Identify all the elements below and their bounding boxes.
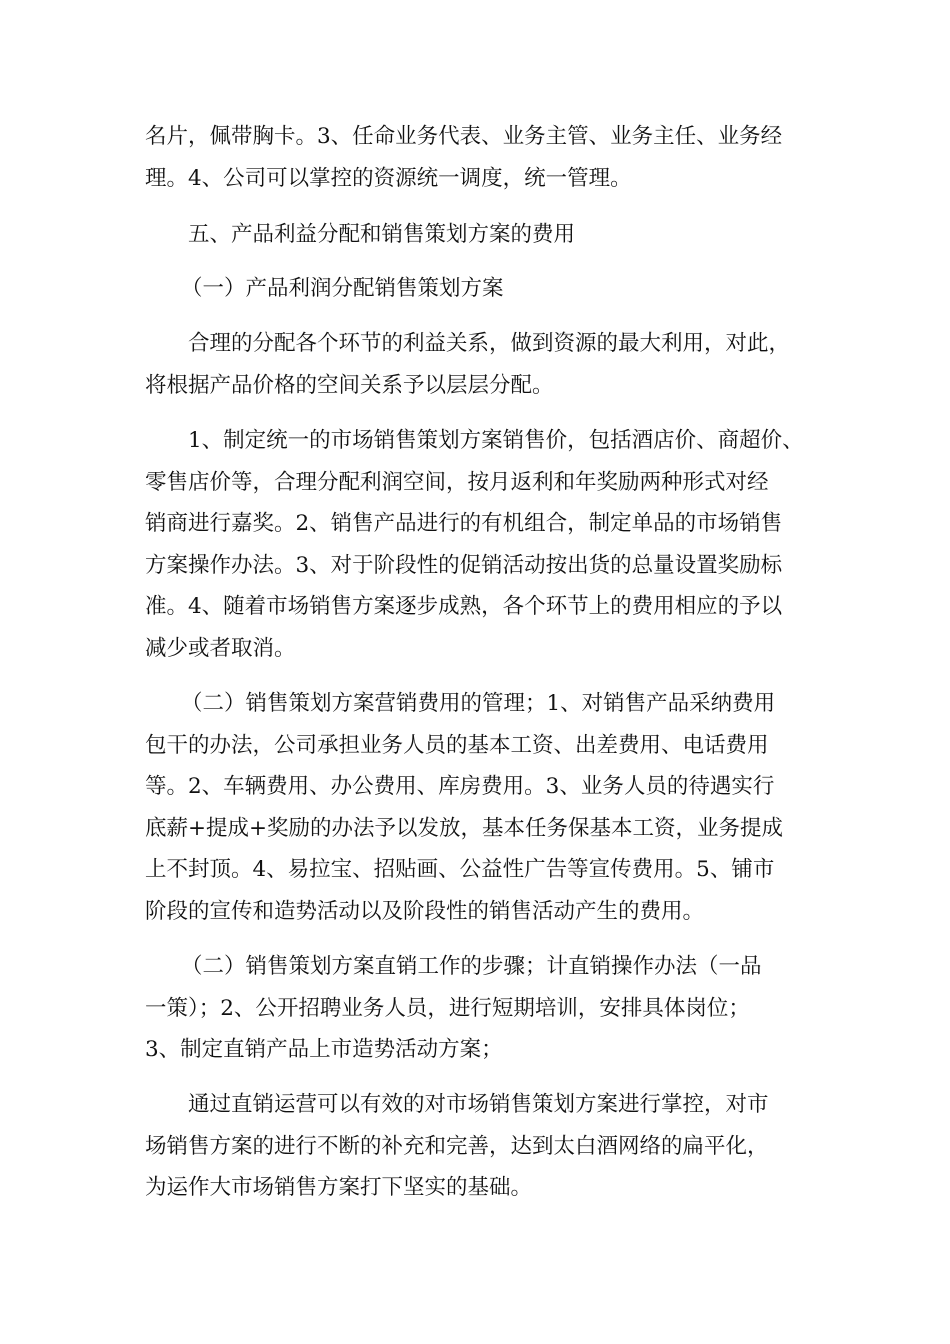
paragraph-line: 包干的办法，公司承担业务人员的基本工资、出差费用、电话费用 [145, 732, 769, 758]
paragraph-line: 底薪+提成+奖励的办法予以发放，基本任务保基本工资，业务提成 [145, 815, 784, 841]
section-heading [145, 214, 825, 256]
paragraph-5 [145, 420, 825, 669]
paragraph-line: 上不封顶。4、易拉宝、招贴画、公益性广告等宣传费用。5、铺市 [145, 857, 775, 882]
paragraph-line: 3、制定直销产品上市造势活动方案； [145, 1037, 503, 1062]
paragraph-line: 零售店价等，合理分配利润空间，按月返利和年奖励两种形式对经 [145, 469, 769, 495]
paragraph-line: 1、制定统一的市场销售策划方案销售价，包括酒店价、商超价、 [188, 428, 804, 453]
paragraph-line: 一策）；2、公开招聘业务人员，进行短期培训，安排具体岗位； [145, 995, 750, 1021]
paragraph-line: 阶段的宣传和造势活动以及阶段性的销售活动产生的费用。 [145, 898, 705, 924]
subsection-heading [145, 268, 825, 310]
paragraph-line: 名片，佩带胸卡。3、任命业务代表、业务主管、业务主任、业务经 [145, 124, 783, 149]
paragraph-line: 理。4、公司可以掌控的资源统一调度，统一管理。 [145, 165, 632, 191]
paragraph-line: 减少或者取消。 [145, 635, 296, 661]
paragraph-line: 场销售方案的进行不断的补充和完善，达到太白酒网络的扁平化， [145, 1133, 769, 1159]
paragraph-4 [145, 323, 825, 406]
paragraph-line: 合理的分配各个环节的利益关系，做到资源的最大利用，对此， [188, 331, 791, 356]
paragraph-line: 将根据产品价格的空间关系予以层层分配。 [145, 372, 554, 398]
paragraph-line: 准。4、随着市场销售方案逐步成熟，各个环节上的费用相应的予以 [145, 594, 783, 619]
paragraph-line: 方案操作办法。3、对于阶段性的促销活动按出货的总量设置奖励标 [145, 552, 783, 578]
paragraph-line: （二）销售策划方案直销工作的步骤；计直销操作办法（一品 [181, 954, 762, 979]
paragraph-8 [145, 1084, 825, 1209]
heading-line: （一）产品利润分配销售策划方案 [181, 276, 504, 301]
paragraph-line: 销商进行嘉奖。2、销售产品进行的有机组合，制定单品的市场销售 [145, 511, 783, 536]
paragraph-7 [145, 946, 825, 1071]
paragraph-1 [145, 116, 825, 199]
paragraph-6 [145, 683, 825, 932]
paragraph-line: 为运作大市场销售方案打下坚实的基础。 [145, 1175, 533, 1200]
paragraph-line: （二）销售策划方案营销费用的管理；1、对销售产品采纳费用 [181, 691, 776, 716]
paragraph-line: 等。2、车辆费用、办公费用、库房费用。3、业务人员的待遇实行 [145, 774, 775, 799]
heading-line: 五、产品利益分配和销售策划方案的费用 [188, 222, 576, 247]
paragraph-line: 通过直销运营可以有效的对市场销售策划方案进行掌控，对市 [188, 1092, 769, 1117]
